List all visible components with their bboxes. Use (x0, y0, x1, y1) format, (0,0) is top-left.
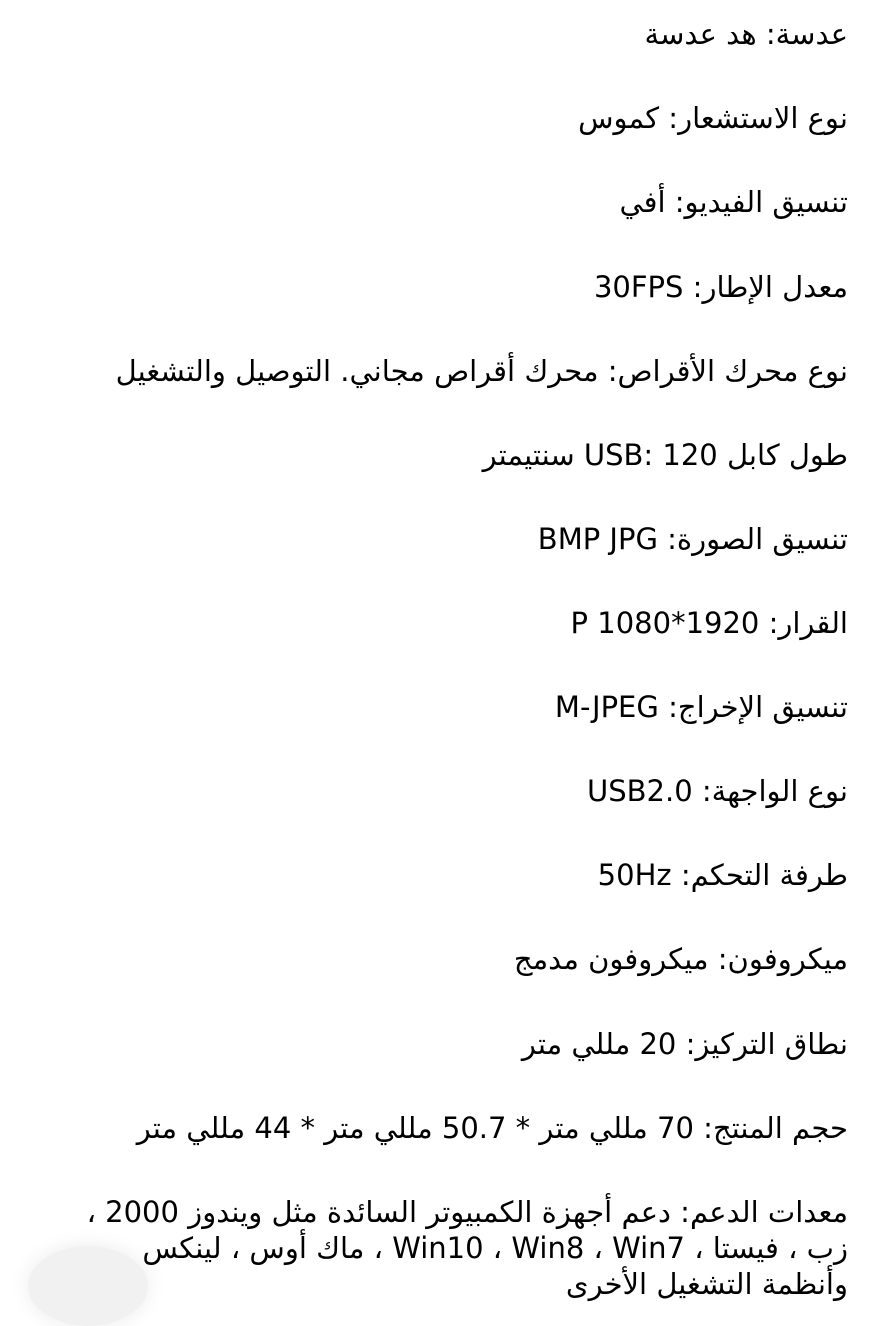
spec-resolution: القرار: 1920*1080 P (570, 606, 848, 640)
spec-usb-cable-length: طول كابل USB: 120 سنتيمتر (482, 438, 848, 472)
spec-product-size: حجم المنتج: 70 مللي متر * 50.7 مللي متر * 44 مللي متر (136, 1111, 848, 1145)
spec-driver-type: نوع محرك الأقراص: محرك أقراص مجاني. التوصيل والتشغيل (115, 354, 848, 388)
corner-overlay (28, 1246, 148, 1326)
spec-control-frequency: طرفة التحكم: 50Hz (597, 858, 848, 892)
spec-focus-range: نطاق التركيز: 20 مللي متر (521, 1027, 848, 1061)
spec-lens: عدسة: هد عدسة (644, 17, 848, 51)
spec-sensor-type: نوع الاستشعار: كموس (578, 101, 848, 135)
spec-output-format: تنسيق الإخراج: M-JPEG (554, 690, 848, 724)
spec-image-format: تنسيق الصورة: BMP JPG (537, 522, 848, 556)
spec-frame-rate: معدل الإطار: 30FPS (593, 270, 848, 304)
spec-supported-systems: معدات الدعم: دعم أجهزة الكمبيوتر السائدة مثل ويندوز 2000 ، زب ، فيستا ، Win10 ، Win8 ، Win7 ، ماك أوس ، لينكس وأنظمة التشغيل الأخرى (86, 1195, 848, 1301)
spec-video-format: تنسيق الفيديو: أفي (619, 185, 848, 219)
spec-interface-type: نوع الواجهة: USB2.0 (587, 774, 848, 808)
spec-microphone: ميكروفون: ميكروفون مدمج (513, 942, 848, 976)
